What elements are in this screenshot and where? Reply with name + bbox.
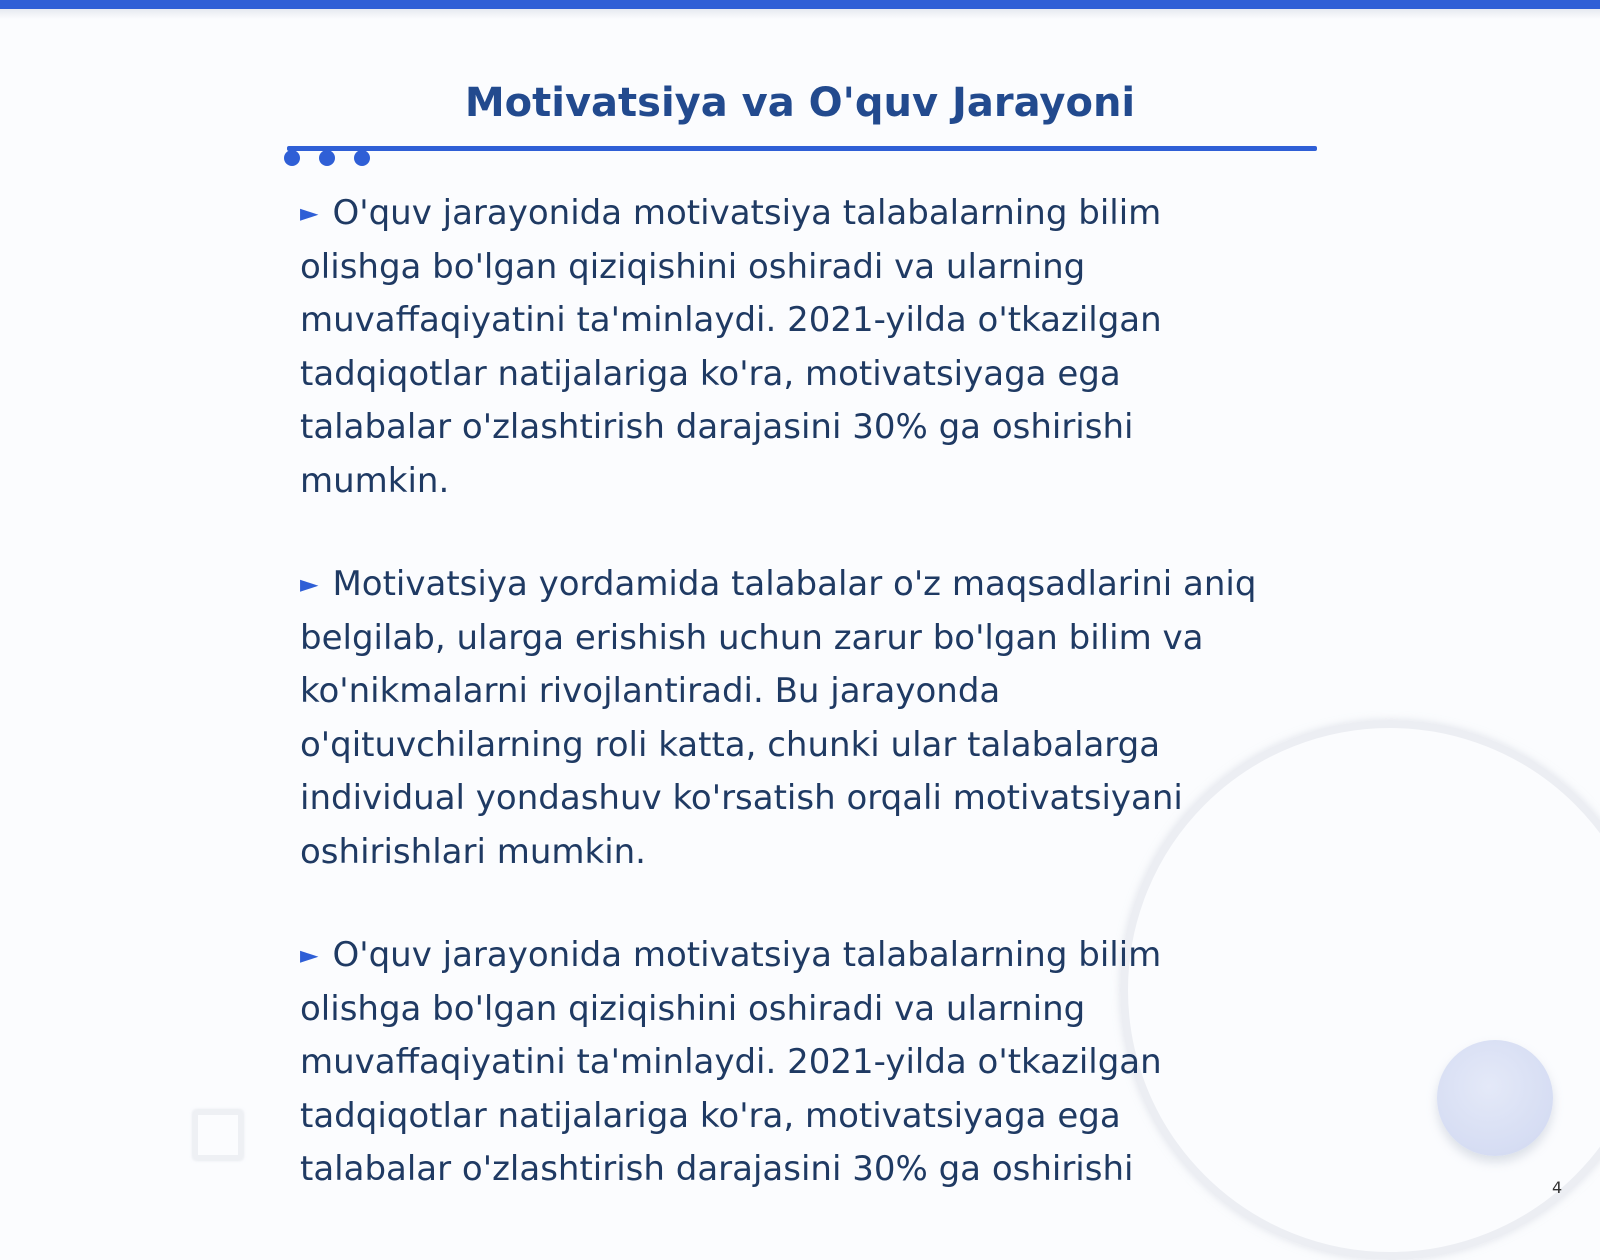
title-underline: [287, 146, 1317, 151]
underline-dot-1: [284, 150, 300, 166]
bullet-text-3: O'quv jarayonida motivatsiya talabalarning bilim olishga bo'lgan qiziqishini oshiradi va ularning muvaffaqiyatini ta'minlaydi. 2021-yilda o'tkazilgan tadqiqotlar natijalariga ko'ra, motivatsiyaga ega talabalar o'zlashtirish darajasini 30% ga oshirishi: [300, 935, 1162, 1189]
underline-dot-2: [319, 150, 335, 166]
underline-dot-3: [354, 150, 370, 166]
bullet-list: [300, 187, 1280, 1247]
decorative-circle: [1437, 1040, 1553, 1156]
bullet-text-2: Motivatsiya yordamida talabalar o'z maqsadlarini aniq belgilab, ularga erishish uchun zarur bo'lgan bilim va ko'nikmalarni rivojlantiradi. Bu jarayonda o'qituvchilarning roli katta, chunki ular talabalarga individual yondashuv ko'rsatish orqali motivatsiyani oshirishlari mumkin.: [300, 564, 1257, 872]
bullet-item-3: [300, 929, 1280, 1197]
page-number: 4: [1552, 1178, 1563, 1197]
bullet-item-2: [300, 558, 1280, 879]
decorative-square: [193, 1110, 243, 1160]
slide-title: Motivatsiya va O'quv Jarayoni: [464, 80, 1136, 126]
bullet-arrow-icon: ►: [300, 570, 319, 598]
bullet-arrow-icon: ►: [300, 199, 319, 227]
top-accent-bar: [0, 0, 1600, 9]
bullet-text-1: O'quv jarayonida motivatsiya talabalarning bilim olishga bo'lgan qiziqishini oshiradi va ularning muvaffaqiyatini ta'minlaydi. 2021-yilda o'tkazilgan tadqiqotlar natijalariga ko'ra, motivatsiyaga ega talabalar o'zlashtirish darajasini 30% ga oshirishi mumkin.: [300, 193, 1162, 501]
bullet-item-1: [300, 187, 1280, 508]
bullet-arrow-icon: ►: [300, 941, 319, 969]
top-bar-shadow: [0, 9, 1600, 19]
